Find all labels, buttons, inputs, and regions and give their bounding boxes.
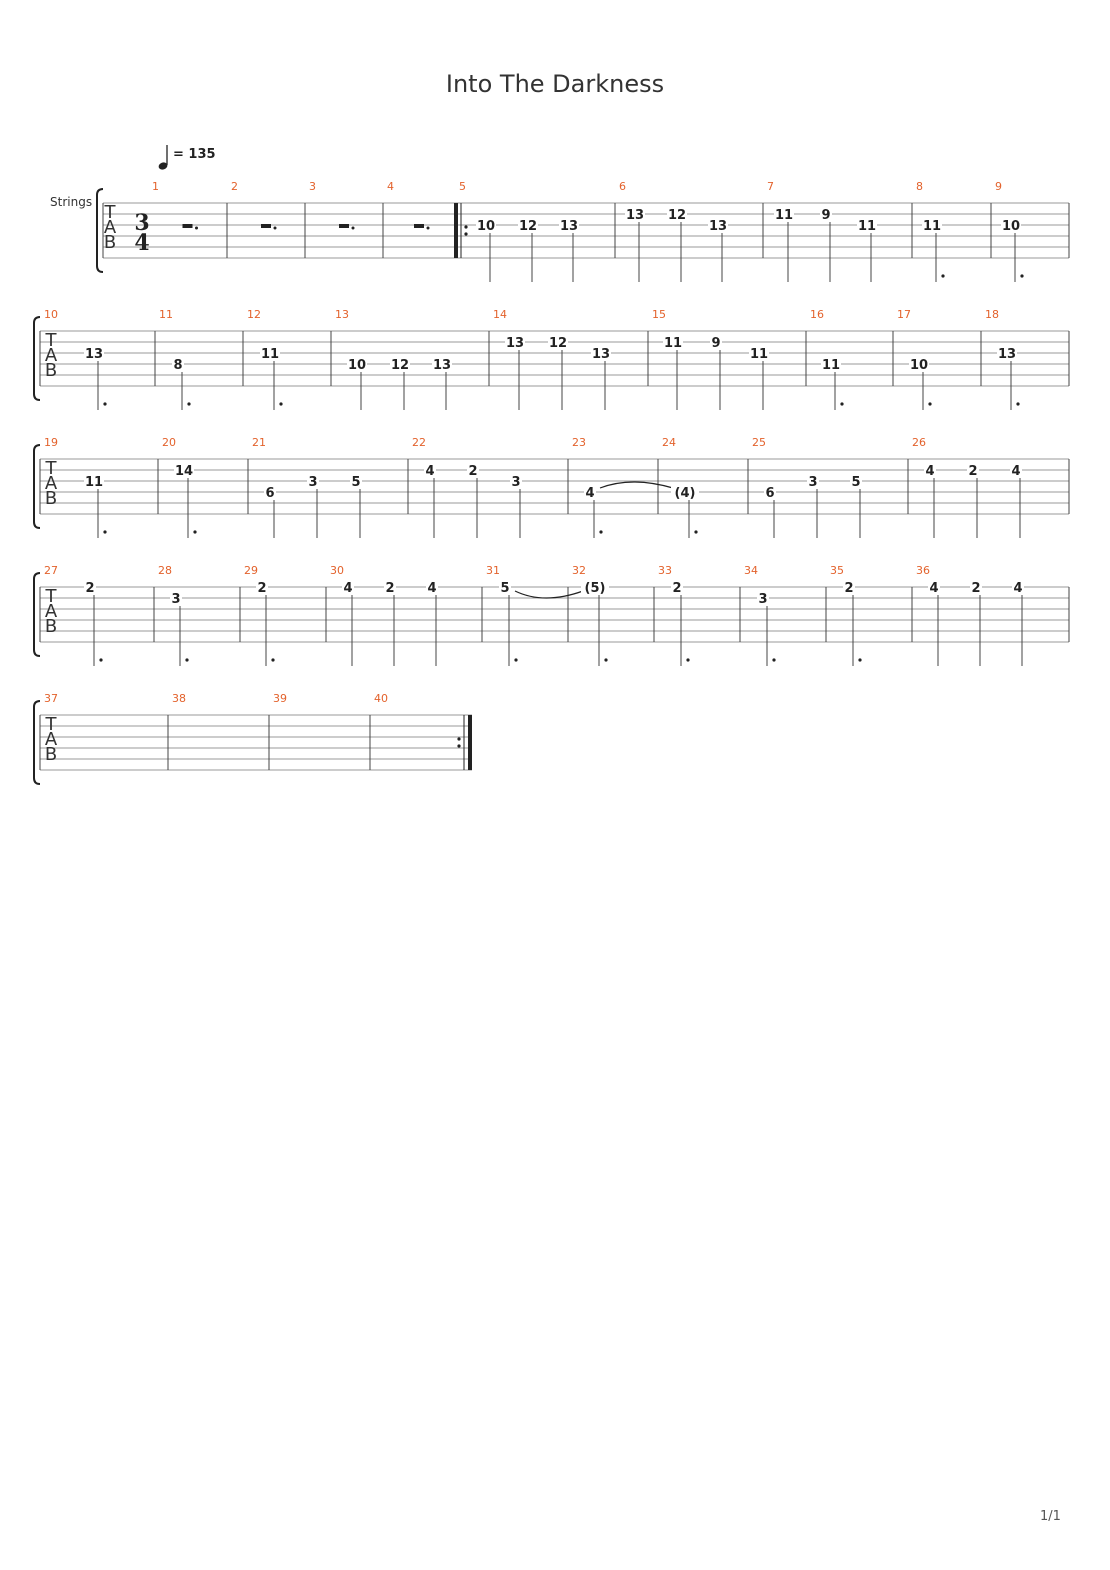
fret-number: 4 [343, 581, 353, 596]
fret-number: 5 [500, 581, 510, 596]
duration-dot [928, 402, 931, 405]
fret-number: 10 [909, 358, 929, 373]
measure-number: 13 [335, 308, 349, 321]
fret-number: 2 [85, 581, 95, 596]
fret-number: 2 [968, 464, 978, 479]
page-number: 1/1 [1040, 1509, 1061, 1524]
fret-number: 11 [774, 208, 794, 223]
fret-number: 12 [390, 358, 410, 373]
measure-number: 27 [44, 564, 58, 577]
system-bracket [34, 701, 40, 784]
measure-number: 36 [916, 564, 930, 577]
fret-number: 10 [1001, 219, 1021, 234]
tab-letter-a: A [44, 729, 58, 750]
duration-dot [599, 530, 602, 533]
rest-dot [195, 227, 198, 230]
fret-number: 2 [971, 581, 981, 596]
duration-dot [840, 402, 843, 405]
system-bracket [97, 189, 103, 272]
duration-dot [193, 530, 196, 533]
tab-letter-t: T [45, 586, 57, 607]
fret-number: 4 [425, 464, 435, 479]
tab-letter-a: A [44, 601, 58, 622]
measure-number: 25 [752, 436, 766, 449]
tie-arc [515, 591, 583, 598]
measure-number: 14 [493, 308, 507, 321]
repeat-dot [457, 744, 460, 747]
fret-number: 3 [758, 592, 768, 607]
fret-number: 13 [997, 347, 1017, 362]
fret-number: 12 [667, 208, 687, 223]
fret-number: 13 [432, 358, 452, 373]
duration-dot [772, 658, 775, 661]
duration-dot [686, 658, 689, 661]
fret-number: 4 [585, 486, 595, 501]
duration-dot [99, 658, 102, 661]
fret-number: 13 [591, 347, 611, 362]
fret-number: 5 [351, 475, 361, 490]
fret-number: 4 [427, 581, 437, 596]
fret-number: 4 [1011, 464, 1021, 479]
tab-letter-t: T [104, 202, 116, 223]
system-bracket [34, 445, 40, 528]
duration-dot [103, 402, 106, 405]
tab-letter-a: A [44, 473, 58, 494]
measure-number: 5 [459, 180, 466, 193]
tab-letter-b: B [44, 360, 58, 381]
measure-number: 39 [273, 692, 287, 705]
song-title: Into The Darkness [445, 70, 665, 98]
fret-number: 11 [749, 347, 769, 362]
fret-number: 2 [672, 581, 682, 596]
measure-number: 38 [172, 692, 186, 705]
measure-number: 35 [830, 564, 844, 577]
tab-letter-a: A [44, 345, 58, 366]
fret-number: 10 [347, 358, 367, 373]
fret-number: 9 [711, 336, 721, 351]
fret-number: 11 [857, 219, 877, 234]
duration-dot [604, 658, 607, 661]
rest-dot [274, 227, 277, 230]
measure-number: 19 [44, 436, 58, 449]
fret-number: 3 [511, 475, 521, 490]
fret-number: 6 [765, 486, 775, 501]
measure-number: 21 [252, 436, 266, 449]
time-signature-bottom: 4 [134, 230, 150, 256]
measure-number: 34 [744, 564, 758, 577]
rest-dot [352, 227, 355, 230]
duration-dot [941, 274, 944, 277]
fret-number: 11 [84, 475, 104, 490]
tab-letter-t: T [45, 458, 57, 479]
measure-number: 28 [158, 564, 172, 577]
half-rest-icon [183, 224, 193, 228]
measure-number: 37 [44, 692, 58, 705]
repeat-end-thick-bar [468, 715, 472, 770]
measure-number: 9 [995, 180, 1002, 193]
tie-arc [600, 482, 673, 488]
fret-number: 2 [468, 464, 478, 479]
fret-number: 13 [84, 347, 104, 362]
measure-number: 23 [572, 436, 586, 449]
fret-number: 5 [851, 475, 861, 490]
fret-number: 11 [922, 219, 942, 234]
duration-dot [514, 658, 517, 661]
measure-number: 4 [387, 180, 394, 193]
measure-number: 26 [912, 436, 926, 449]
repeat-dot [457, 737, 460, 740]
measure-number: 31 [486, 564, 500, 577]
fret-number: 2 [844, 581, 854, 596]
fret-number: 14 [174, 464, 194, 479]
fret-number: 2 [385, 581, 395, 596]
fret-number: 2 [257, 581, 267, 596]
measure-number: 11 [159, 308, 173, 321]
duration-dot [858, 658, 861, 661]
fret-number: 4 [925, 464, 935, 479]
fret-number: 3 [808, 475, 818, 490]
measure-number: 22 [412, 436, 426, 449]
repeat-start-thick-bar [454, 203, 458, 258]
measure-number: 32 [572, 564, 586, 577]
time-signature-top: 3 [134, 210, 150, 236]
measure-number: 15 [652, 308, 666, 321]
fret-number: 4 [929, 581, 939, 596]
tab-letter-b: B [103, 232, 117, 253]
fret-number: 8 [173, 358, 183, 373]
fret-number: 9 [821, 208, 831, 223]
measure-number: 8 [916, 180, 923, 193]
measure-number: 24 [662, 436, 676, 449]
tab-letter-b: B [44, 744, 58, 765]
measure-number: 17 [897, 308, 911, 321]
half-rest-icon [414, 224, 424, 228]
tab-letter-b: B [44, 616, 58, 637]
tab-letter-t: T [45, 714, 57, 735]
fret-number: 13 [625, 208, 645, 223]
measure-number: 16 [810, 308, 824, 321]
fret-number: 4 [1013, 581, 1023, 596]
duration-dot [185, 658, 188, 661]
fret-number: 6 [265, 486, 275, 501]
half-rest-icon [261, 224, 271, 228]
measure-number: 33 [658, 564, 672, 577]
measure-number: 1 [152, 180, 159, 193]
measure-number: 3 [309, 180, 316, 193]
system-bracket [34, 317, 40, 400]
fret-number: 11 [663, 336, 683, 351]
system-bracket [34, 573, 40, 656]
fret-number: 12 [518, 219, 538, 234]
fret-number: 13 [559, 219, 579, 234]
fret-number: 3 [171, 592, 181, 607]
measure-number: 2 [231, 180, 238, 193]
measure-number: 6 [619, 180, 626, 193]
fret-number: 3 [308, 475, 318, 490]
duration-dot [187, 402, 190, 405]
fret-number: 13 [505, 336, 525, 351]
measure-number: 20 [162, 436, 176, 449]
duration-dot [1020, 274, 1023, 277]
measure-number: 10 [44, 308, 58, 321]
repeat-dot [464, 225, 467, 228]
half-rest-icon [339, 224, 349, 228]
fret-number: 11 [821, 358, 841, 373]
fret-number: 12 [548, 336, 568, 351]
measure-number: 40 [374, 692, 388, 705]
fret-number: (4) [674, 486, 696, 501]
measure-number: 29 [244, 564, 258, 577]
duration-dot [271, 658, 274, 661]
repeat-dot [464, 232, 467, 235]
tab-letter-b: B [44, 488, 58, 509]
duration-dot [103, 530, 106, 533]
rest-dot [427, 227, 430, 230]
duration-dot [694, 530, 697, 533]
fret-number: 10 [476, 219, 496, 234]
measure-number: 30 [330, 564, 344, 577]
instrument-name: Strings [50, 195, 93, 209]
fret-number: (5) [584, 581, 606, 596]
measure-number: 12 [247, 308, 261, 321]
duration-dot [1016, 402, 1019, 405]
fret-number: 13 [708, 219, 728, 234]
tab-letter-t: T [45, 330, 57, 351]
measure-number: 18 [985, 308, 999, 321]
fret-number: 11 [260, 347, 280, 362]
tab-letter-a: A [103, 217, 117, 238]
measure-number: 7 [767, 180, 774, 193]
duration-dot [279, 402, 282, 405]
tempo-marking: = 135 [173, 147, 216, 162]
